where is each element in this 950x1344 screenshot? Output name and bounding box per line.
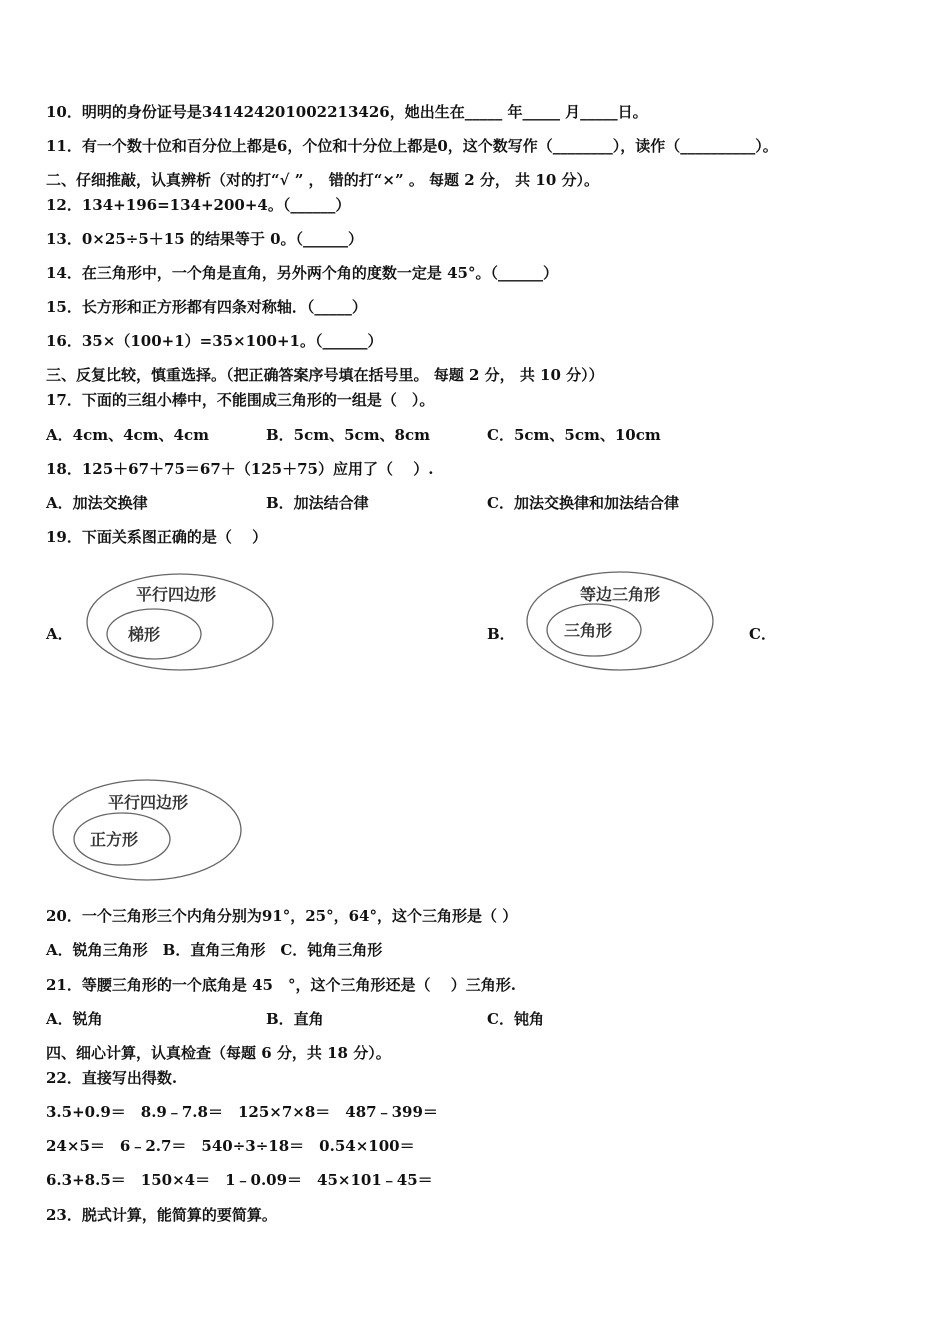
question-14: 14．在三角形中，一个角是直角，另外两个角的度数一定是 45°。（______） [46,264,558,282]
question-21-option-b: B．直角 [266,1010,324,1028]
question-17-option-a: A．4cm、4cm、4cm [46,426,209,444]
section-2-heading: 二、仔细推敲，认真辨析（对的打“√ ” ， 错的打“×” 。 每题 2 分， 共 10 分）。 [46,171,599,189]
question-12: 12．134+196=134+200+4。（______） [46,196,351,214]
question-11: 11．有一个数十位和百分位上都是6，个位和十分位上都是0，这个数写作（________），读作（__________）。 [46,137,778,155]
question-17-stem: 17．下面的三组小棒中，不能围成三角形的一组是（ ）。 [46,391,435,409]
venn-diagram-c [50,775,247,889]
question-19-label-a: A． [46,625,73,643]
question-17-option-c: C．5cm、5cm、10cm [487,426,661,444]
venn-c-inner-label: 正方形 [90,830,139,849]
question-20-options: A．锐角三角形 B．直角三角形 C．钝角三角形 [46,941,383,959]
question-19-label-c: C． [749,625,776,643]
question-22-row-1: 3.5+0.9＝ 8.9﹣7.8＝ 125×7×8＝ 487﹣399＝ [46,1103,438,1121]
venn-a-inner-label: 梯形 [128,625,161,644]
venn-diagram-b [524,567,719,679]
question-22-row-2: 24×5＝ 6﹣2.7＝ 540÷3÷18＝ 0.54×100＝ [46,1137,415,1155]
venn-diagram-a [84,570,279,679]
question-21-stem: 21．等腰三角形的一个底角是 45 °，这个三角形还是（ ）三角形. [46,976,516,994]
question-23-stem: 23．脱式计算，能简算的要简算。 [46,1206,277,1224]
venn-b-outer-label: 等边三角形 [580,585,661,604]
question-18-option-a: A．加法交换律 [46,494,148,512]
question-22-stem: 22．直接写出得数. [46,1069,178,1087]
venn-a-outer-label: 平行四边形 [136,585,217,604]
question-17-option-b: B．5cm、5cm、8cm [266,426,431,444]
question-19-stem: 19．下面关系图正确的是（ ） [46,528,268,546]
question-15: 15．长方形和正方形都有四条对称轴．（_____） [46,298,367,316]
question-22-row-3: 6.3+8.5＝ 150×4＝ 1﹣0.09＝ 45×101﹣45＝ [46,1171,433,1189]
question-18-option-b: B．加法结合律 [266,494,369,512]
question-10: 10．明明的身份证号是341424201002213426，她出生在_____ 年_____ 月_____日。 [46,103,648,121]
section-3-heading: 三、反复比较，慎重选择。（把正确答案序号填在括号里。 每题 2 分， 共 10 分）） [46,366,604,384]
venn-c-outer-label: 平行四边形 [108,793,189,812]
question-18-stem: 18．125＋67＋75＝67＋（125＋75）应用了（ ）. [46,460,434,478]
venn-b-inner-label: 三角形 [564,621,613,640]
question-13: 13．0×25÷5＋15 的结果等于 0。（______） [46,230,364,248]
question-20-stem: 20．一个三角形三个内角分别为91°，25°，64°，这个三角形是（ ） [46,907,518,925]
question-19-label-b: B． [487,625,515,643]
question-18-option-c: C．加法交换律和加法结合律 [487,494,679,512]
question-21-option-a: A．锐角 [46,1010,103,1028]
question-21-option-c: C．钝角 [487,1010,544,1028]
question-16: 16．35×（100+1）=35×100+1。（______） [46,332,383,350]
section-4-heading: 四、细心计算，认真检查（每题 6 分，共 18 分）。 [46,1044,391,1062]
